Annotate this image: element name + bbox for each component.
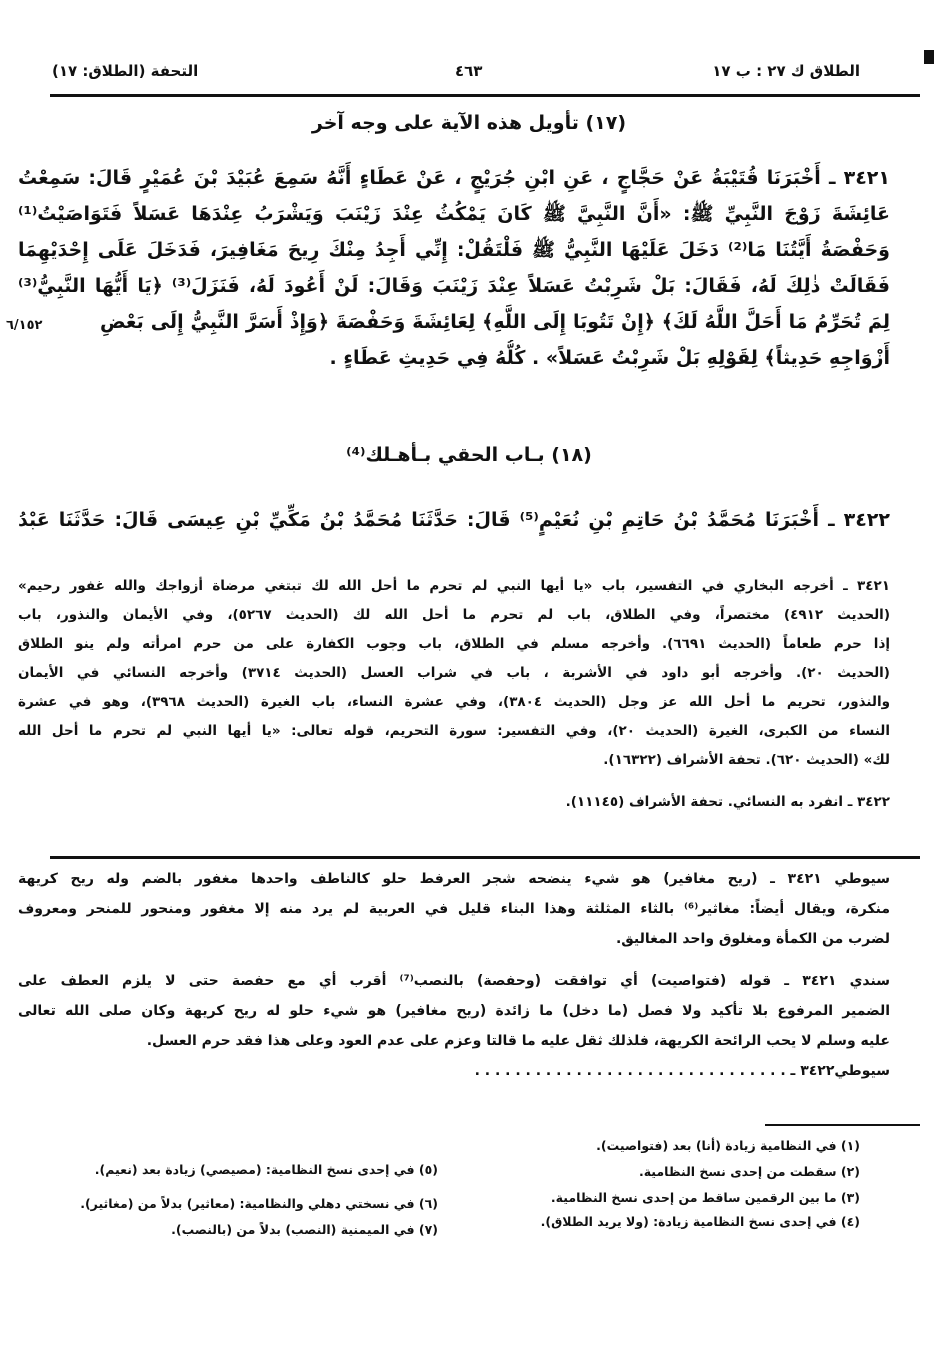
- text-line: عَائِشَةَ زَوْجَ النَّبِيِّ ﷺ: «أَنَّ النَّبِيَّ ﷺ كَانَ يَمْكُثُ عِنْدَ زَيْنَبَ وَيَشْرَبُ عِنْدَهَا عَسَلاً فَتَوَاصَيْتُ⁽¹⁾: [18, 203, 890, 225]
- note: (٧) في الميمنية (النصب) بدلاً من (بالنصب).: [171, 1222, 438, 1237]
- hadith-3422-line: ٣٤٢٢ ـ أَخْبَرَنَا مُحَمَّدُ بْنُ حَاتِمِ بْنِ نُعَيْمٍ⁽⁵⁾ قَالَ: حَدَّثَنَا مُحَمَّدُ بْنُ مَكِّيِّ بْنِ عِيسَى قَالَ: حَدَّثَنَا عَبْدُ: [18, 509, 890, 531]
- section-17-title: (١٧) تأويل هذه الآية على وجه آخر: [311, 112, 627, 134]
- page-number: ٤٦٣: [455, 62, 483, 80]
- text-line: منكرة، ويقال أيضاً: مغاثير⁽⁶⁾ بالثاء المثلثة وهذا البناء قليل في العربية لم يرد منه إلا مغفور ومنحور للمنحر ومعروف: [18, 901, 890, 917]
- commentary-rule: [50, 856, 920, 859]
- text-line: أَزْوَاجِهِ حَدِيثاً﴾ لِقَوْلِهِ بَلْ شَرِبْتُ عَسَلاً» . كُلُّهُ فِي حَدِيثِ عَطَاءٍ .: [329, 347, 890, 369]
- text-line: سيوطي ٣٤٢١ ـ (ريح مغافير) هو شيء ينضحه شجر العرفط حلو كالناطف واحدها مغفور بالضم وله ريح كريهة: [18, 871, 890, 887]
- text-line: إذا حرم طعاماً (الحديث ٦٦٩١). وأخرجه مسلم في الطلاق، باب وجوب الكفارة على من حرم امرأته ولم ينو الطلاق: [18, 636, 890, 652]
- text-line: ٣٤٢١ ـ أَخْبَرَنَا قُتَيْبَةُ عَنْ حَجَّاجٍ ، عَنِ ابْنِ جُرَيْجٍ ، عَنْ عَطَاءٍ أَنَّهُ سَمِعَ عُبَيْدَ بْنَ عُمَيْرٍ قَالَ: سَمِعْتُ: [18, 167, 890, 189]
- margin-note: ٦/١٥٢: [6, 318, 43, 333]
- section-18-title: (١٨) بـاب الحقي بـأهـلك⁽⁴⁾: [346, 444, 592, 466]
- running-header-left: التحفة (الطلاق: ١٧): [52, 62, 199, 80]
- notes-rule: [765, 1124, 920, 1126]
- note: (٣) ما بين الرقمين ساقط من إحدى نسخ النظامية.: [550, 1190, 860, 1205]
- note: (١) في النظامية زيادة (أنا) بعد (فتواصيت).: [596, 1138, 860, 1153]
- text-line: وَحَفْصَةُ أَيَّتُنَا مَا⁽²⁾ دَخَلَ عَلَيْهَا النَّبِيُّ ﷺ فَلْتَقُلْ: إِنِّي أَجِدُ مِنْكَ رِيحَ مَغَافِيرَ، فَدَخَلَ عَلَى إِحْدَيْهِمَا: [18, 239, 890, 261]
- note: (٢) سقطت من إحدى نسخ النظامية.: [638, 1164, 860, 1179]
- header-rule: [50, 94, 920, 97]
- text-line: ٣٤٢١ ـ أخرجه البخاري في التفسير، باب «يا أيها النبي لم تحرم ما أحل الله لك تبتغي مرضاة أزواجك والله غفور رحيم»: [18, 578, 890, 594]
- text-line: سندي ٣٤٢١ ـ قوله (فتواصيت) أي توافقت (وحفصة) بالنصب⁽⁷⁾ أقرب أي مع حفصة حتى لا يلزم العطف على: [18, 973, 890, 989]
- text-line: والنذور، تحريم ما أحل الله عز وجل (الحديث ٣٨٠٤)، وفي عشرة النساء، باب الغيرة (الحديث ٣٩٦٨)، وهو في عشرة: [18, 694, 890, 710]
- text-line: فَقَالَتْ ذٰلِكَ لَهُ، فَقَالَ: بَلْ شَرِبْتُ عَسَلاً عِنْدَ زَيْنَبَ وَقَالَ: لَنْ أَعُودَ لَهُ، فَنَزَلَ⁽³⁾ ﴿يَا أَيُّهَا النَّبِيُّ⁽³⁾: [18, 275, 890, 297]
- text-line: لِمَ تُحَرِّمُ مَا أَحَلَّ اللَّهُ لَكَ﴾ ﴿إِنْ تَتُوبَا إِلَى اللَّهِ﴾ لِعَائِشَةَ وَحَفْصَةَ ﴿وَإِذْ أَسَرَّ النَّبِيُّ إِلَى بَعْضِ: [100, 311, 890, 333]
- text-line: الضمير المرفوع بلا تأكيد ولا فصل (ما دخل) ما زائدة (ريح مغافير) هو شيء حلو له ريح كريهة وكان صلى الله تعالى: [18, 1003, 890, 1019]
- page-corner-mark: [924, 50, 934, 64]
- note: (٥) في إحدى نسخ النظامية: (مصيصي) زيادة بعد (نعيم).: [94, 1162, 438, 1177]
- text-line: عليه وسلم لا يحب الرائحة الكريهة، فلذلك ثقل عليه ما قالتا وعزم على عدم العود وعلى هذا فقد حرم العسل.: [146, 1033, 890, 1049]
- text-line: (الحديث ٢٠). وأخرجه أبو داود في الأشربة ، باب في شراب العسل (الحديث ٣٧١٤) وأخرجه النسائي في الأيمان: [18, 665, 890, 681]
- running-header-right: الطلاق ك ٢٧ : ب ١٧: [712, 62, 860, 80]
- text-line: (الحديث ٤٩١٢) مختصراً، وفي الطلاق، باب لم تحرم ما أحل الله لك (الحديث ٥٢٦٧)، وفي الأيمان والنذور، باب: [18, 607, 890, 623]
- text-line: النساء من الكبرى، الغيرة (الحديث ٢٠)، وفي التفسير: سورة التحريم، قوله تعالى: «يا أيها النبي لم تحرم ما أحل الله: [18, 723, 890, 739]
- text-line: لضرب من الكمأة ومغلوق واحد المغاليق.: [615, 931, 890, 947]
- text-line: ٣٤٢٢ ـ انفرد به النسائي. تحفة الأشراف (١١١٤٥).: [565, 794, 890, 810]
- note: (٤) في إحدى نسخ النظامية زيادة: (ولا يريد الطلاق).: [540, 1214, 860, 1229]
- text-line: لك» (الحديث ٦٢٠). تحفة الأشراف (١٦٣٢٢).: [603, 752, 890, 768]
- note: (٦) في نسختي دهلي والنظامية: (معاثير) بدلاً من (مغاثير).: [80, 1196, 438, 1211]
- text-line: سيوطي٣٤٢٢ ـ . . . . . . . . . . . . . . . . . . . . . . . . . . . . . . .: [474, 1063, 890, 1079]
